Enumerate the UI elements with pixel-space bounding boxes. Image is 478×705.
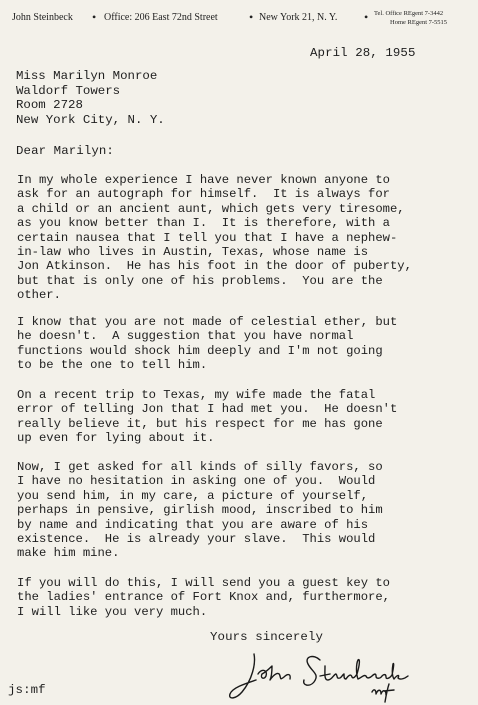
- letterhead-office: Office: 206 East 72nd Street: [104, 12, 218, 23]
- text-line: other.: [17, 288, 61, 303]
- text-line: ask for an autograph for himself. It is always for: [17, 187, 390, 202]
- typist-initials: js:mf: [8, 683, 46, 697]
- paragraph-2: [17, 315, 397, 373]
- text-line: I know that you are not made of celestial ether, but: [17, 315, 398, 329]
- letterhead-separator-dot: •: [92, 10, 97, 24]
- phone-office: Tel. Office REgent 7-3442: [374, 10, 444, 17]
- text-line: I will like you very much.: [17, 604, 208, 619]
- text-line: Jon Atkinson. He has his foot in the door of puberty,: [17, 259, 412, 274]
- text-line: Now, I get asked for all kinds of silly favors, so: [17, 460, 383, 474]
- text-line: the ladies' entrance of Fort Knox and, furthermore,: [17, 590, 390, 605]
- text-line: If you will do this, I will send you a guest key to: [17, 576, 390, 590]
- text-line: up even for lying about it.: [17, 431, 215, 446]
- text-line: certain nausea that I tell you that I have a nephew-: [17, 230, 398, 245]
- text-line: On a recent trip to Texas, my wife made the fatal: [17, 388, 376, 402]
- phone-home: Home REgent 7-5515: [390, 19, 448, 26]
- text-line: in-law who lives in Austin, Texas, whose name is: [17, 245, 369, 260]
- text-line: I have no hesitation in asking one of you. Would: [17, 474, 376, 489]
- paragraph-4: [17, 460, 383, 561]
- text-line: you send him, in my care, a picture of yourself,: [17, 488, 369, 503]
- letterhead-city: New York 21, N. Y.: [259, 12, 338, 23]
- text-line: functions would shock him deeply and I'm not going: [17, 343, 383, 358]
- text-line: perhaps in pensive, girlish mood, inscribed to him: [17, 503, 383, 518]
- handwritten-signature: [224, 644, 424, 704]
- text-line: by name and indicating that you are aware of his: [17, 517, 369, 532]
- recipient-address: [16, 69, 165, 127]
- letterhead-separator-dot: •: [364, 10, 369, 24]
- text-line: to be the one to tell him.: [17, 358, 208, 373]
- letterhead-phones: [374, 9, 447, 27]
- salutation: Dear Marilyn:: [16, 144, 114, 158]
- letterhead: [12, 9, 470, 31]
- paragraph-1: [17, 173, 412, 303]
- text-line: make him mine.: [17, 546, 120, 561]
- paragraph-5: [17, 576, 390, 619]
- text-line: existence. He is already your slave. This would: [17, 532, 376, 547]
- letterhead-separator-dot: •: [249, 10, 254, 24]
- closing: Yours sincerely: [210, 630, 324, 644]
- letter-date: April 28, 1955: [310, 46, 416, 60]
- text-line: In my whole experience I have never known anyone to: [17, 173, 390, 187]
- address-line: New York City, N. Y.: [16, 112, 165, 127]
- address-line: Room 2728: [16, 98, 83, 112]
- text-line: he doesn't. A suggestion that you have normal: [17, 329, 354, 344]
- text-line: as you know better than I. It is therefore, with a: [17, 216, 390, 231]
- letterhead-name: John Steinbeck: [12, 12, 73, 23]
- text-line: a child or an ancient aunt, which gets very tiresome,: [17, 201, 405, 216]
- text-line: really believe it, but his respect for me has gone: [17, 416, 383, 431]
- text-line: but that is only one of his problems. You are the: [17, 273, 383, 288]
- paragraph-3: [17, 388, 397, 446]
- text-line: error of telling Jon that I had met you. He doesn't: [17, 402, 398, 417]
- address-line: Waldorf Towers: [16, 83, 121, 98]
- address-line: Miss Marilyn Monroe: [16, 69, 158, 83]
